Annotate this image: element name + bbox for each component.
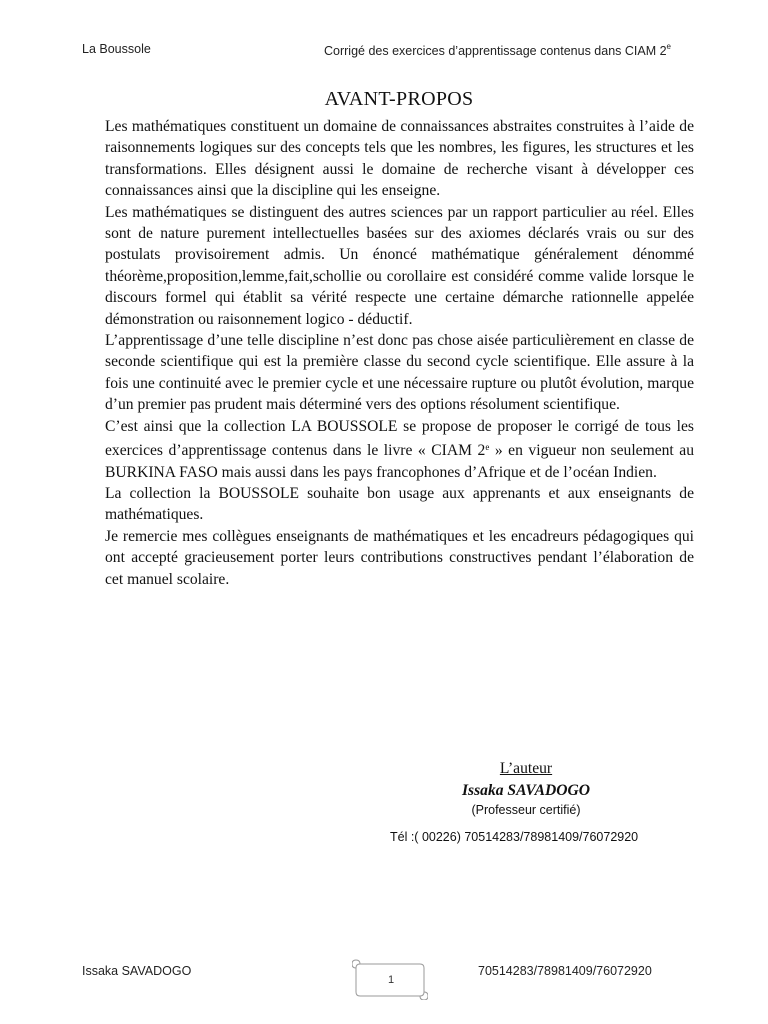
body-text (105, 116, 694, 590)
paragraph-2: Les mathématiques se distinguent des autres sciences par un rapport particulier au réel. Elles sont de nature purement intellectuelles basées sur des axiomes déclarés vrais ou sur des postulats provisoirement admis. Un énoncé mathématique généralement dénommé théorème,proposition,lemme,fait,schollie ou corollaire est considéré comme valide lorsque le discours formel qui établit sa vérité respecte une certaine démarche rationnelle appelée démonstration ou raisonnement logico - déductif. (105, 203, 694, 328)
page-number: 1 (387, 974, 395, 986)
paragraph-4-after: » en vigueur non seulement au BURKINA FASO mais aussi dans les pays francophones d’Afrique et de l’océan Indien. (105, 442, 695, 481)
paragraph-4 (105, 416, 694, 483)
author-telephone: Tél :( 00226) 70514283/78981409/76072920 (390, 830, 639, 844)
page-title: AVANT-PROPOS (324, 88, 474, 110)
author-name: Issaka SAVADOGO (461, 782, 591, 799)
paragraph-6: Je remercie mes collègues enseignants de mathématiques et les encadreurs pédagogiques qui ont accepté gracieusement porter leurs contributions constructives pendant l’élaboration de cet manuel scolaire. (105, 527, 694, 588)
header-left: La Boussole (82, 42, 151, 56)
paragraph-3: L’apprentissage d’une telle discipline n’est donc pas chose aisée particulièrement en classe de seconde scientifique qui est la première classe du second cycle scientifique. Elle assure à la fois une continuité avec le premier cycle et une nécessaire rupture ou plutôt évolution, marque d’un premier pas prudent mais déterminé vers des options résolument scientifique. (105, 332, 694, 414)
page-number-scroll (352, 958, 424, 998)
paragraph-1: Les mathématiques constituent un domaine de connaissances abstraites construites à l’aide de raisonnements logiques sur des concepts tels que les nombres, les figures, les structures et les transformations. Elles désignent aussi le domaine de recherche visant à développer ces connaissances ainsi que la discipline qui les enseigne. (105, 118, 694, 200)
header-right-text: Corrigé des exercices d’apprentissage contenus dans CIAM 2 (324, 44, 667, 58)
header-right-sup: e (666, 42, 671, 51)
footer-left: Issaka SAVADOGO (82, 964, 192, 978)
signature-label: L’auteur (499, 760, 553, 777)
paragraph-4-before: C’est ainsi que la collection LA BOUSSOLE se propose de proposer le corrigé de tous les exercices d’apprentissage contenus dans le livre « CIAM 2 (105, 417, 694, 460)
paragraph-4-sup: e (485, 442, 490, 453)
header-right (324, 42, 671, 58)
author-role: (Professeur certifié) (471, 803, 581, 817)
paragraph-5: La collection la BOUSSOLE souhaite bon usage aux apprenants et aux enseignants de mathématiques. (105, 484, 694, 524)
footer-right: 70514283/78981409/76072920 (478, 964, 652, 978)
